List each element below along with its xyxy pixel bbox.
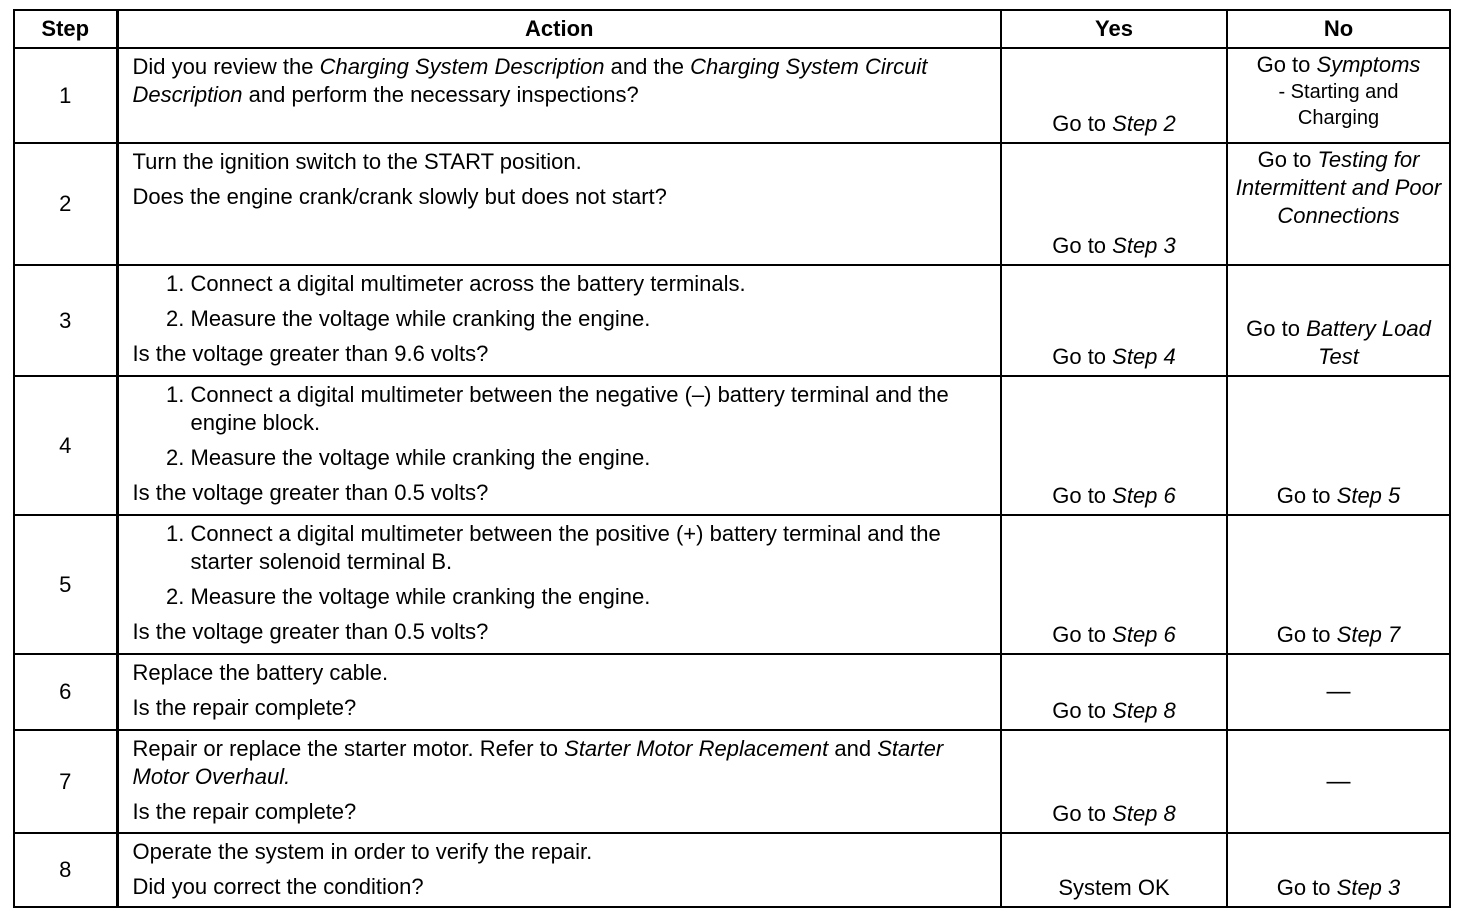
action-text: Turn the ignition switch to the START position. — [132, 149, 582, 174]
table-row — [14, 143, 1450, 265]
yes-cell — [1001, 515, 1227, 654]
no-cell: — — [1227, 730, 1450, 833]
no-link[interactable]: Step 7 — [1336, 622, 1401, 647]
yes-link[interactable]: Step 8 — [1112, 698, 1176, 723]
no-cell — [1227, 265, 1450, 376]
no-cell — [1227, 143, 1450, 265]
no-cell: — — [1227, 654, 1450, 730]
action-cell — [117, 143, 1001, 265]
no-link[interactable]: Step 5 — [1336, 483, 1401, 508]
action-text — [133, 735, 989, 791]
action-text-part: and the — [604, 54, 691, 79]
no-cell — [1227, 515, 1450, 654]
action-cell — [117, 515, 1001, 654]
step-number: 1 — [14, 48, 117, 143]
action-text-part: and perform the necessary inspections? — [242, 82, 639, 107]
header-row — [14, 10, 1450, 48]
action-question: Is the repair complete? — [132, 695, 357, 720]
step-number: 4 — [14, 376, 117, 515]
yes-link[interactable]: Step 3 — [1112, 233, 1176, 258]
no-link[interactable]: Battery Load Test — [1306, 316, 1431, 369]
yes-link[interactable]: Step 8 — [1112, 801, 1176, 826]
no-link[interactable]: Symptoms — [1316, 52, 1421, 77]
no-cell — [1227, 48, 1450, 143]
yes-link[interactable]: Step 2 — [1112, 111, 1176, 136]
action-cell — [117, 833, 1001, 907]
action-question: Did you correct the condition? — [132, 874, 424, 899]
no-link[interactable]: Testing for Intermittent and Poor Connections — [1235, 147, 1442, 228]
yes-cell: System OK — [1001, 833, 1227, 907]
yes-prefix: Go to — [1052, 233, 1113, 258]
action-text: Operate the system in order to verify the repair. — [132, 839, 593, 864]
no-link[interactable]: Step 3 — [1336, 875, 1401, 900]
action-text: Replace the battery cable. — [132, 660, 389, 685]
yes-cell — [1001, 376, 1227, 515]
step-number: 7 — [14, 730, 117, 833]
substep-item: 1. Connect a digital multimeter across the battery terminals. — [191, 270, 989, 298]
table-row — [14, 48, 1450, 143]
yes-cell — [1001, 143, 1227, 265]
header-no: No — [1227, 10, 1450, 48]
troubleshooting-table — [13, 9, 1451, 908]
yes-link[interactable]: Step 6 — [1112, 622, 1176, 647]
no-prefix: Go to — [1276, 622, 1337, 647]
substep-item: 1. Connect a digital multimeter between the positive (+) battery terminal and the starter solenoid terminal B. — [191, 520, 989, 576]
yes-prefix: Go to — [1052, 111, 1113, 136]
substep-list — [133, 381, 989, 472]
action-text-part: Repair or replace the starter motor. Refer to — [132, 736, 565, 761]
no-link-subtitle: - Starting and Charging — [1278, 81, 1399, 129]
action-cell — [117, 265, 1001, 376]
action-text-part: Did you review the — [132, 54, 320, 79]
yes-prefix: Go to — [1052, 483, 1113, 508]
no-cell — [1227, 376, 1450, 515]
action-question: Does the engine crank/crank slowly but does not start? — [132, 184, 667, 209]
no-prefix: Go to — [1276, 875, 1337, 900]
no-prefix: Go to — [1246, 316, 1307, 341]
yes-cell — [1001, 265, 1227, 376]
step-number: 3 — [14, 265, 117, 376]
action-question: Is the voltage greater than 9.6 volts? — [132, 341, 489, 366]
doc-reference: Starter Motor Overhaul. — [132, 736, 944, 789]
no-prefix: Go to — [1256, 52, 1317, 77]
action-question: Is the repair complete? — [132, 799, 357, 824]
table-row — [14, 654, 1450, 730]
substep-list — [133, 520, 989, 611]
substep-item: 1. Connect a digital multimeter between the negative (–) battery terminal and the engine block. — [191, 381, 989, 437]
yes-prefix: Go to — [1052, 801, 1113, 826]
header-yes: Yes — [1001, 10, 1227, 48]
table-row — [14, 376, 1450, 515]
table-row — [14, 515, 1450, 654]
yes-cell — [1001, 48, 1227, 143]
step-number: 5 — [14, 515, 117, 654]
step-number: 2 — [14, 143, 117, 265]
header-action: Action — [117, 10, 1001, 48]
substep-item: 2. Measure the voltage while cranking the engine. — [191, 583, 989, 611]
yes-link[interactable]: Step 6 — [1112, 483, 1176, 508]
action-text-part: and — [828, 736, 878, 761]
substep-list — [133, 270, 989, 333]
action-question: Is the voltage greater than 0.5 volts? — [132, 619, 489, 644]
doc-reference: Charging System Description — [319, 54, 605, 79]
substep-item: 2. Measure the voltage while cranking the engine. — [191, 444, 989, 472]
yes-prefix: Go to — [1052, 698, 1113, 723]
yes-prefix: Go to — [1052, 622, 1113, 647]
header-step: Step — [14, 10, 117, 48]
no-cell — [1227, 833, 1450, 907]
action-cell — [117, 730, 1001, 833]
substep-item: 2. Measure the voltage while cranking the engine. — [191, 305, 989, 333]
doc-reference: Charging System Circuit Description — [132, 54, 928, 107]
action-question: Is the voltage greater than 0.5 volts? — [132, 480, 489, 505]
yes-cell — [1001, 730, 1227, 833]
no-prefix: Go to — [1257, 147, 1318, 172]
yes-prefix: Go to — [1052, 344, 1113, 369]
table-row — [14, 833, 1450, 907]
no-prefix: Go to — [1276, 483, 1337, 508]
doc-reference: Starter Motor Replacement — [564, 736, 829, 761]
action-cell — [117, 654, 1001, 730]
yes-link[interactable]: Step 4 — [1112, 344, 1176, 369]
yes-cell — [1001, 654, 1227, 730]
action-cell — [117, 48, 1001, 143]
table-row — [14, 730, 1450, 833]
step-number: 8 — [14, 833, 117, 907]
action-cell — [117, 376, 1001, 515]
table-row — [14, 265, 1450, 376]
action-text — [133, 53, 989, 109]
step-number: 6 — [14, 654, 117, 730]
